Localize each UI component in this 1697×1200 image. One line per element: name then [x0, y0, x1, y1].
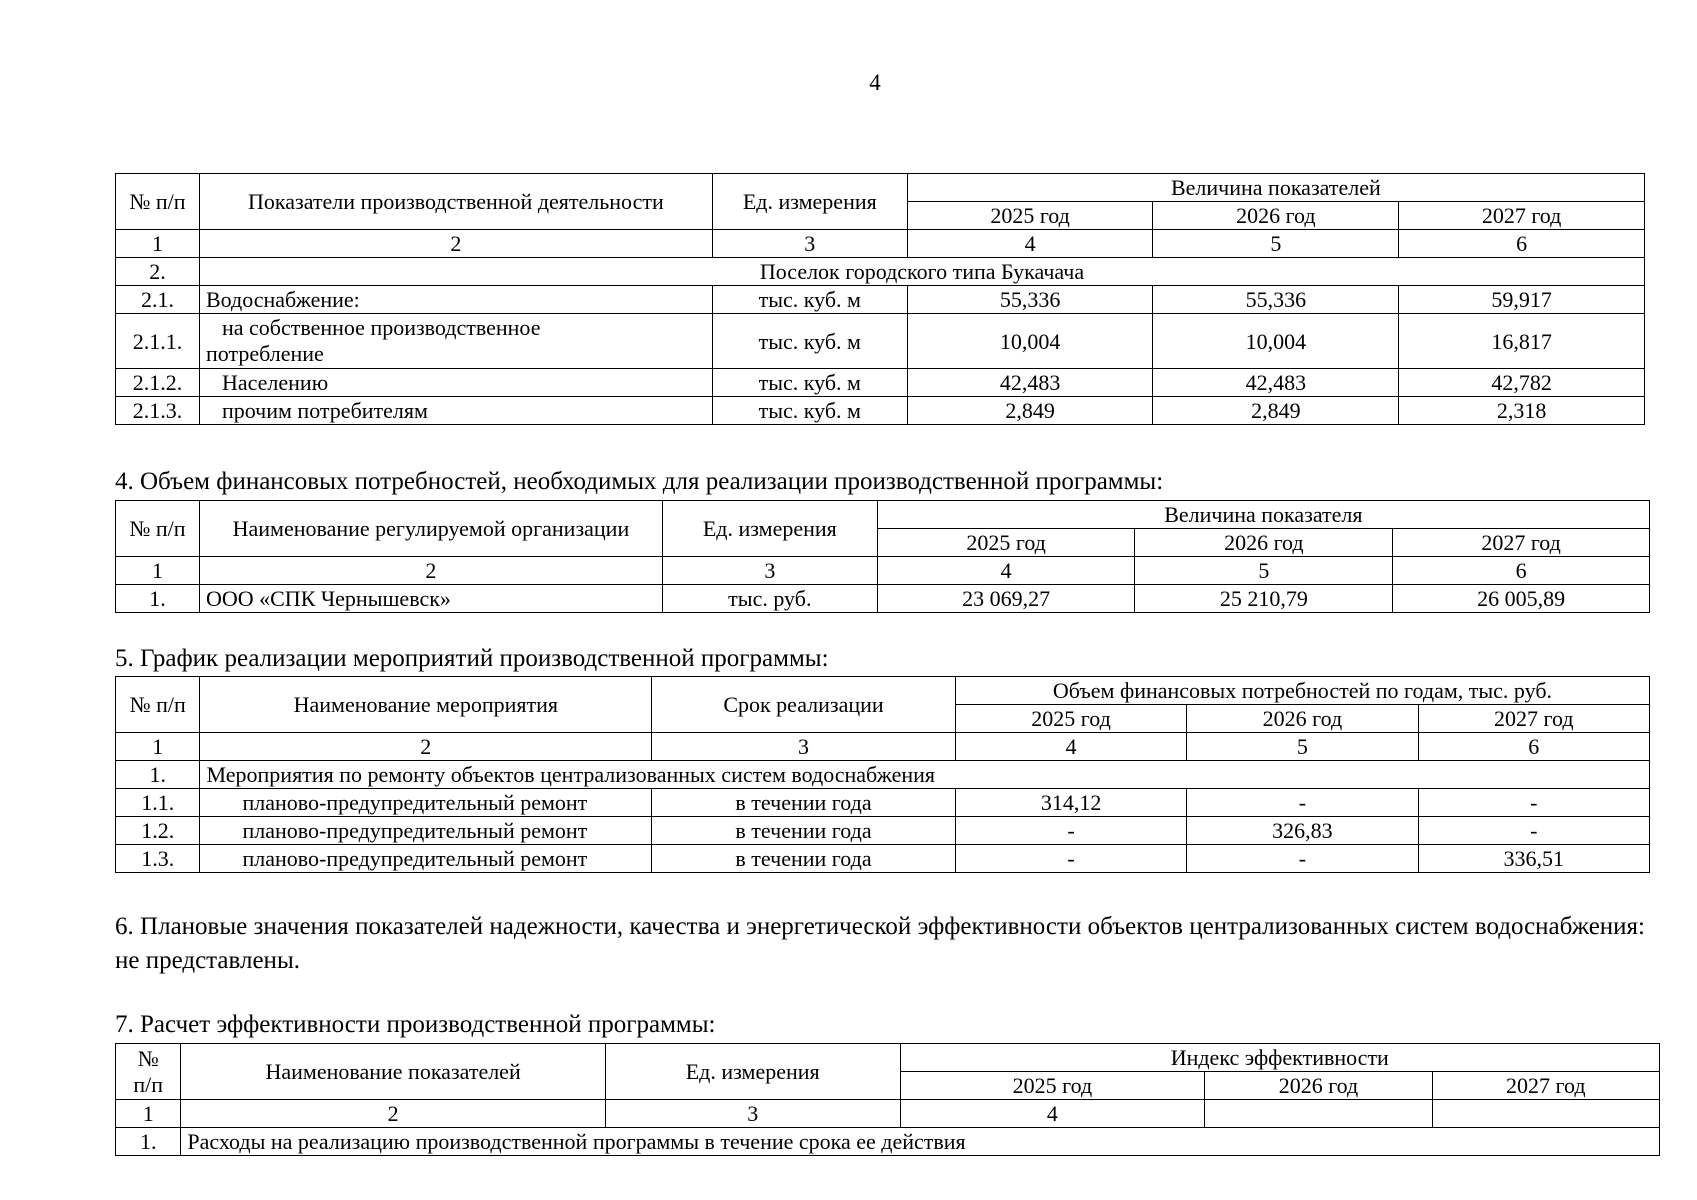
group-title: Мероприятия по ремонту объектов централизованных систем водоснабжения [200, 761, 1650, 789]
table-row [116, 286, 1645, 314]
header-num [116, 1044, 181, 1100]
column-index: 4 [907, 230, 1153, 258]
row-value: - [1187, 845, 1418, 873]
column-index-empty [1205, 1100, 1432, 1128]
row-name: Водоснабжение: [199, 286, 712, 314]
row-value: 23 069,27 [877, 585, 1135, 613]
header-group: Индекс эффективности [900, 1044, 1659, 1072]
column-index: 5 [1153, 230, 1399, 258]
header-group: Величина показателя [877, 501, 1649, 529]
header-year: 2027 год [1399, 202, 1645, 230]
column-index: 1 [116, 557, 200, 585]
column-index: 6 [1399, 230, 1645, 258]
page-number: 4 [869, 70, 881, 95]
row-title: Расходы на реализацию производственной программы в течение срока ее действия [181, 1128, 1660, 1156]
row-num: 1.1. [116, 789, 200, 817]
column-index: 6 [1418, 733, 1649, 761]
row-value: 16,817 [1399, 314, 1645, 369]
row-unit: тыс. куб. м [712, 286, 907, 314]
column-index: 4 [900, 1100, 1205, 1128]
financial-needs-table [115, 500, 1650, 613]
header-year: 2025 год [877, 529, 1135, 557]
row-value: - [1187, 789, 1418, 817]
column-index: 2 [181, 1100, 605, 1128]
schedule-table [115, 676, 1650, 873]
header-num-line1: № [137, 1045, 159, 1071]
row-value: - [955, 817, 1186, 845]
header-measure: Наименование мероприятия [200, 677, 652, 733]
table-row [116, 369, 1645, 397]
row-value: 55,336 [1153, 286, 1399, 314]
column-index: 3 [662, 557, 877, 585]
header-year: 2025 год [955, 705, 1186, 733]
row-num: 1.3. [116, 845, 200, 873]
row-value: 10,004 [907, 314, 1153, 369]
row-value: - [1418, 789, 1649, 817]
row-num: 1.2. [116, 817, 200, 845]
efficiency-table [115, 1043, 1660, 1156]
row-name: планово-предупредительный ремонт [200, 817, 652, 845]
header-year: 2026 год [1205, 1072, 1432, 1100]
row-num: 1. [116, 585, 200, 613]
section-title: Поселок городского типа Букачача [199, 258, 1644, 286]
table-row [116, 585, 1650, 613]
column-index: 6 [1393, 557, 1650, 585]
header-num: № п/п [116, 501, 200, 557]
column-index: 1 [116, 1100, 181, 1128]
row-unit: тыс. куб. м [712, 369, 907, 397]
column-index-empty [1432, 1100, 1659, 1128]
row-value: 42,483 [1153, 369, 1399, 397]
section6-text: 6. Плановые значения показателей надежности, качества и энергетической эффективности объектов централизованных систем водоснабжения: не представлены. [115, 913, 1645, 974]
row-term: в течении года [652, 845, 956, 873]
row-unit: тыс. куб. м [712, 397, 907, 425]
header-group: Объем финансовых потребностей по годам, тыс. руб. [955, 677, 1649, 705]
column-index: 2 [199, 557, 662, 585]
section5-title: 5. График реализации мероприятий производственной программы: [115, 645, 829, 672]
row-value: 55,336 [907, 286, 1153, 314]
row-name: Населению [199, 369, 712, 397]
header-year: 2027 год [1393, 529, 1650, 557]
section4-title: 4. Объем финансовых потребностей, необходимых для реализации производственной программы: [115, 468, 1164, 495]
column-index: 2 [200, 733, 652, 761]
header-unit: Ед. измерения [712, 174, 907, 230]
header-term: Срок реализации [652, 677, 956, 733]
column-index: 4 [877, 557, 1135, 585]
row-num: 2.1.1. [116, 314, 200, 369]
header-year: 2025 год [907, 202, 1153, 230]
group-num: 1. [116, 761, 200, 789]
header-year: 2025 год [900, 1072, 1205, 1100]
column-index: 3 [652, 733, 956, 761]
header-year: 2027 год [1432, 1072, 1659, 1100]
table-row [116, 789, 1650, 817]
header-year: 2026 год [1135, 529, 1393, 557]
section7-title: 7. Расчет эффективности производственной программы: [115, 1011, 716, 1038]
row-value: 42,782 [1399, 369, 1645, 397]
header-year: 2026 год [1153, 202, 1399, 230]
column-index: 2 [199, 230, 712, 258]
row-num: 2.1.2. [116, 369, 200, 397]
production-indicators-table [115, 173, 1645, 425]
row-name [199, 314, 712, 369]
row-unit: тыс. руб. [662, 585, 877, 613]
row-value: 326,83 [1187, 817, 1418, 845]
row-num: 1. [116, 1128, 181, 1156]
row-value: 10,004 [1153, 314, 1399, 369]
row-unit: тыс. куб. м [712, 314, 907, 369]
table-row [116, 314, 1645, 369]
header-organization: Наименование регулируемой организации [199, 501, 662, 557]
column-index: 1 [116, 733, 200, 761]
row-num: 2.1.3. [116, 397, 200, 425]
row-name-line1: на собственное производственное [221, 315, 541, 340]
header-year: 2026 год [1187, 705, 1418, 733]
header-unit: Ед. измерения [662, 501, 877, 557]
row-num: 2.1. [116, 286, 200, 314]
row-value: 314,12 [955, 789, 1186, 817]
column-index: 5 [1187, 733, 1418, 761]
header-year: 2027 год [1418, 705, 1649, 733]
row-value: 336,51 [1418, 845, 1649, 873]
table-row [116, 817, 1650, 845]
header-num-line2: п/п [133, 1071, 164, 1097]
header-indicators: Показатели производственной деятельности [199, 174, 712, 230]
header-num: № п/п [116, 677, 200, 733]
row-value: 2,318 [1399, 397, 1645, 425]
table-row [116, 845, 1650, 873]
header-num: № п/п [116, 174, 200, 230]
row-value: 25 210,79 [1135, 585, 1393, 613]
column-index: 5 [1135, 557, 1393, 585]
row-value: 2,849 [907, 397, 1153, 425]
row-name: ООО «СПК Чернышевск» [199, 585, 662, 613]
column-index: 3 [605, 1100, 900, 1128]
row-name: планово-предупредительный ремонт [200, 845, 652, 873]
row-name: прочим потребителям [199, 397, 712, 425]
column-index: 3 [712, 230, 907, 258]
header-unit: Ед. измерения [605, 1044, 900, 1100]
header-group: Величина показателей [907, 174, 1644, 202]
row-value: - [955, 845, 1186, 873]
row-name-line2: потребление [205, 341, 324, 366]
row-name: планово-предупредительный ремонт [200, 789, 652, 817]
row-value: 59,917 [1399, 286, 1645, 314]
column-index: 1 [116, 230, 200, 258]
row-term: в течении года [652, 789, 956, 817]
column-index: 4 [955, 733, 1186, 761]
row-value: - [1418, 817, 1649, 845]
row-value: 26 005,89 [1393, 585, 1650, 613]
row-value: 2,849 [1153, 397, 1399, 425]
table-row [116, 397, 1645, 425]
row-value: 42,483 [907, 369, 1153, 397]
header-indicators: Наименование показателей [181, 1044, 605, 1100]
row-term: в течении года [652, 817, 956, 845]
section-num: 2. [116, 258, 200, 286]
